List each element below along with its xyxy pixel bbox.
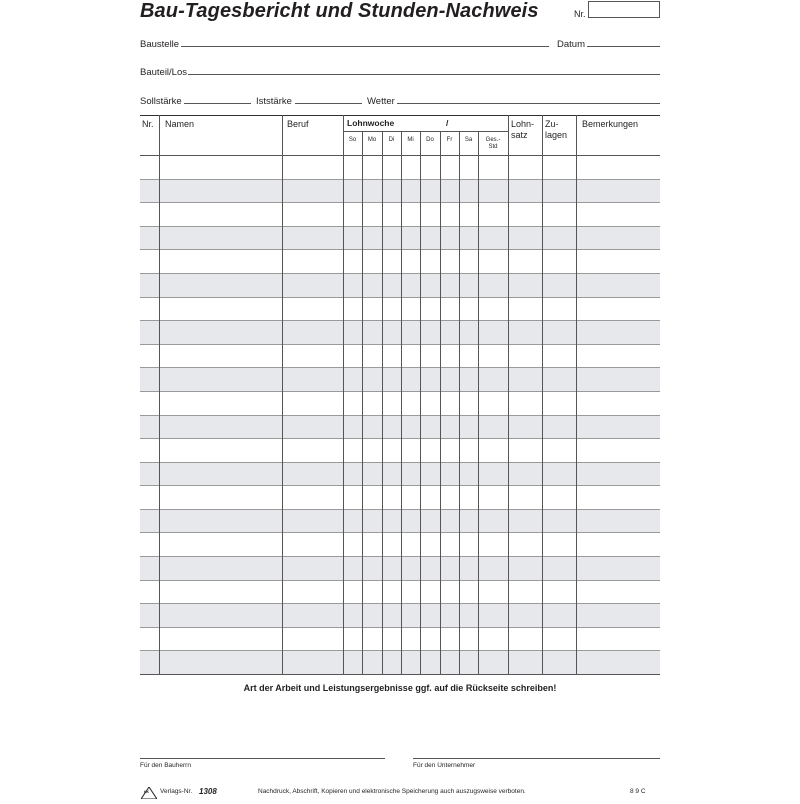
- table-row[interactable]: [140, 485, 660, 510]
- wetter-label: Wetter: [367, 96, 395, 107]
- bauteil-label: Bauteil/Los: [140, 67, 188, 78]
- nr-input[interactable]: [588, 1, 660, 18]
- unternehmer-label: Für den Unternehmer: [413, 762, 476, 769]
- iststaerke-field[interactable]: [295, 103, 362, 104]
- sollstaerke-field[interactable]: [184, 103, 251, 104]
- baustelle-field[interactable]: [181, 46, 549, 47]
- table-row[interactable]: [140, 532, 660, 557]
- table-row[interactable]: [140, 438, 660, 463]
- bauteil-field[interactable]: [188, 74, 660, 75]
- baustelle-label: Baustelle: [140, 39, 180, 50]
- stunden-table: [140, 115, 660, 675]
- unternehmer-signature-line[interactable]: [413, 758, 660, 759]
- table-row[interactable]: [140, 509, 660, 534]
- lohnwoche-separator: /: [446, 118, 449, 128]
- col-beruf-header: Beruf: [287, 119, 309, 129]
- bauherr-label: Für den Bauherrn: [140, 762, 191, 769]
- nr-label: Nr.: [574, 9, 586, 19]
- table-row[interactable]: [140, 627, 660, 652]
- table-row[interactable]: [140, 249, 660, 274]
- zulagen-header-1: Zu-: [545, 119, 559, 129]
- verlag-nr-label: Verlags-Nr.: [160, 788, 193, 795]
- table-row[interactable]: [140, 580, 660, 605]
- bemerkungen-header: Bemerkungen: [582, 119, 639, 129]
- table-row[interactable]: [140, 297, 660, 322]
- table-row[interactable]: [140, 344, 660, 369]
- day-mi: Mi: [407, 137, 414, 143]
- day-di: Di: [388, 137, 395, 143]
- ges-std-header-1: Ges.-: [485, 137, 501, 143]
- ges-std-header-2: Std: [488, 144, 498, 150]
- day-fr: Fr: [446, 137, 453, 143]
- wetter-field[interactable]: [397, 103, 660, 104]
- table-row[interactable]: [140, 415, 660, 440]
- day-do: Do: [426, 137, 434, 143]
- iststaerke-label: Iststärke: [256, 96, 292, 107]
- table-row[interactable]: [140, 202, 660, 227]
- form-code: 8 9 C: [630, 788, 646, 795]
- lohnsatz-header-1: Lohn-: [511, 119, 535, 129]
- datum-label: Datum: [557, 39, 585, 50]
- zulagen-header-2: lagen: [545, 130, 568, 140]
- copyright-notice: Nachdruck, Abschrift, Kopieren und elektronische Speicherung auch auszugsweise verboten.: [258, 788, 526, 795]
- lohnwoche-header: Lohnwoche: [347, 118, 395, 128]
- page-title: Bau-Tagesbericht und Stunden-Nachweis: [140, 0, 539, 22]
- table-row[interactable]: [140, 155, 660, 179]
- table-row[interactable]: [140, 179, 660, 204]
- table-row[interactable]: [140, 273, 660, 298]
- day-so: So: [348, 137, 357, 143]
- table-row[interactable]: [140, 462, 660, 487]
- col-namen-header: Namen: [165, 119, 195, 129]
- col-nr-header: Nr.: [142, 119, 154, 129]
- day-mo: Mo: [367, 137, 377, 143]
- hinweis-text: Art der Arbeit und Leistungsergebnisse ggf. auf die Rückseite schreiben!: [243, 683, 557, 693]
- table-row[interactable]: [140, 226, 660, 251]
- bauherr-signature-line[interactable]: [140, 758, 385, 759]
- lohnsatz-header-2: satz: [511, 130, 528, 140]
- day-sa: Sa: [464, 137, 473, 143]
- table-row[interactable]: [140, 556, 660, 581]
- verlag-nr-value: 1308: [199, 787, 217, 796]
- table-row[interactable]: [140, 391, 660, 416]
- sollstaerke-label: Sollstärke: [140, 96, 182, 107]
- publisher-logo-text: HK: [144, 790, 150, 794]
- datum-field[interactable]: [587, 46, 660, 47]
- table-row[interactable]: [140, 367, 660, 392]
- table-row[interactable]: [140, 603, 660, 628]
- table-row[interactable]: [140, 650, 660, 675]
- table-row[interactable]: [140, 320, 660, 345]
